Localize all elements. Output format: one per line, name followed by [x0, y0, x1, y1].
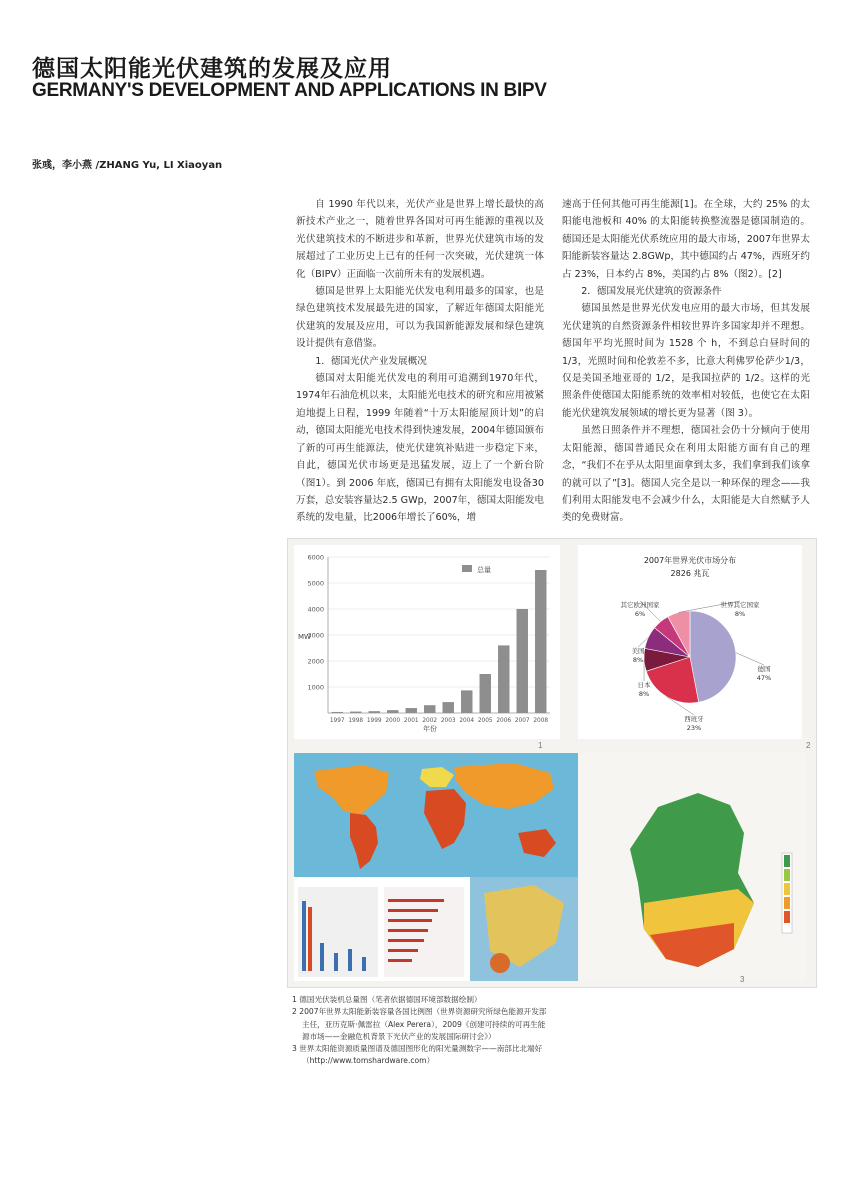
- section-heading: 1．德国光伏产业发展概况: [315, 355, 427, 367]
- pie-value: 8%: [734, 610, 746, 618]
- globe-icon: [490, 953, 510, 973]
- mini-bar: [320, 943, 324, 971]
- x-tick-label: 2000: [385, 718, 401, 724]
- caption-text: 世界太阳能资源质量图谱及德国图形化的阳光量测数字——南部比北端好（http://www.tomshardware.com）: [299, 1044, 543, 1066]
- x-tick-label: 2004: [459, 718, 475, 724]
- bar: [480, 674, 491, 713]
- x-tick-label: 1999: [366, 718, 382, 724]
- pie-label: 德国: [757, 665, 771, 673]
- bar: [424, 705, 435, 713]
- body-column-left: [296, 196, 544, 527]
- y-tick-label: 4000: [307, 605, 324, 614]
- caption-number: 2: [292, 1007, 297, 1017]
- x-tick-label: 1998: [348, 718, 364, 724]
- ranking-bar: [388, 899, 444, 902]
- x-tick-label: 2008: [533, 718, 549, 724]
- paragraph: 德国虽然是世界光伏发电应用的最大市场，但其发展光伏建筑的自然资源条件相较世界许多国家却并不理想。德国年平均光照时间为 1528 个 h，不到总白昼时间的1/3，光照时间和伦敦差不多，比意大利佛罗伦萨少1/3，仅是美国圣地亚哥的 1/2，是我国拉萨的 1/2。这样的光照条件使德国太阳能系统的效率相对较低，也使它在太阳能光伏建筑发展领域的增长更为显著（图 3）。: [562, 303, 810, 419]
- bar: [369, 711, 380, 713]
- x-tick-label: 2006: [496, 718, 512, 724]
- figure-captions: [292, 994, 552, 1068]
- mini-bar: [302, 901, 306, 971]
- legend-swatch: [784, 883, 790, 895]
- bar: [461, 690, 472, 713]
- x-tick-label: 2001: [403, 718, 419, 724]
- figure-2-panel: [578, 545, 802, 739]
- figure-number: 1: [538, 741, 543, 750]
- caption-text: 2007年世界太阳能新装容量各国比例图（世界资源研究所绿色能源开发部主任，亚历克斯·佩雷拉（Alex Perera），2009《创建可持续的可再生能源市场——金融危机背景下光伏产业的发展国际研讨会》）: [299, 1007, 547, 1041]
- pie-title: 2007年世界光伏市场分布: [643, 556, 737, 565]
- ranking-bar: [388, 929, 428, 932]
- caption-3: [292, 1043, 552, 1068]
- paragraph: 德国对太阳能光伏发电的利用可追溯到1970年代，1974年石油危机以来，太阳能光电技术的研究和应用被紧迫地提上日程，1999 年随着“十万太阳能屋顶计划”的启动，德国太阳能光电技术得到快速发展，2004年德国颁布了新的可再生能源法，使光伏建筑补贴进一步稳定下来，自此，德国光伏市场更是迅猛发展，迈上了一个新台阶（图1）。到 2006 年底，德国已有拥有太阳能发电设备30万套，总安装容量达2.5 GWp，2007年，德国太阳能发电系统的发电量，比2006年增长了60%，增: [296, 373, 545, 524]
- legend-swatch: [784, 897, 790, 909]
- pie-subtitle: 2826 兆瓦: [670, 569, 710, 578]
- bar: [332, 712, 343, 713]
- y-axis-label: MW: [298, 633, 311, 641]
- y-tick-label: 6000: [307, 553, 324, 562]
- caption-text: 德国光伏装机总量图（笔者依据德国环境部数据绘制）: [299, 995, 482, 1004]
- mini-bar: [362, 957, 366, 971]
- caption-number: 1: [292, 995, 297, 1004]
- figure-1-panel: [294, 545, 560, 739]
- ranking-bar: [388, 959, 412, 962]
- pie-value: 47%: [756, 674, 772, 682]
- ranking-bar: [388, 909, 438, 912]
- pie-chart: [578, 545, 802, 739]
- title-chinese: 德国太阳能光伏建筑的发展及应用: [32, 56, 392, 82]
- bar: [498, 645, 509, 713]
- bar: [350, 712, 361, 713]
- pie-label: 日本: [637, 681, 651, 689]
- ranking-bar: [388, 949, 418, 952]
- x-tick-label: 2003: [440, 718, 456, 724]
- pie-slice: [690, 611, 736, 702]
- caption-number: 3: [292, 1044, 297, 1054]
- x-tick-label: 2002: [422, 718, 438, 724]
- paragraph: 德国是世界上太阳能光伏发电利用最多的国家，也是绿色建筑技术发展最先进的国家，了解近年德国太阳能光伏建筑的发展及应用，可以为我国新能源发展和绿色建筑设计提供有意借鉴。: [296, 286, 544, 350]
- bar: [443, 702, 454, 713]
- caption-1: [292, 994, 552, 1006]
- paragraph: 虽然日照条件并不理想，德国社会仍十分倾向于使用太阳能源，德国普通民众在利用太阳能方面有自己的理念，“我们不在乎从太阳里面拿到太多，我们拿到我们该拿的就可以了”[3]。德国人完全是以一种环保的理念——我们利用太阳能发电不会减少什么，太阳能是大自然赋予人类的免费财富。: [562, 425, 810, 524]
- authors: 张彧，李小燕 /ZHANG Yu, LI Xiaoyan: [32, 160, 223, 171]
- bar-chart: [294, 545, 560, 739]
- mini-bar: [308, 907, 312, 971]
- mini-bar: [334, 953, 338, 971]
- legend-swatch: [462, 565, 472, 572]
- x-tick-label: 1997: [329, 718, 345, 724]
- title-english: GERMANY'S DEVELOPMENT AND APPLICATIONS IN BIPV: [32, 80, 547, 101]
- y-tick-label: 3000: [307, 631, 324, 640]
- pie-value: 23%: [686, 724, 702, 732]
- section-heading: 2．德国发展光伏建筑的资源条件: [581, 286, 722, 298]
- mini-bar: [348, 949, 352, 971]
- bar: [406, 708, 417, 713]
- legend-label: 总量: [477, 566, 491, 574]
- body-column-right: [562, 196, 810, 527]
- bar: [517, 609, 528, 713]
- bar: [387, 710, 398, 713]
- figure-area: [287, 538, 817, 988]
- pie-label: 美国: [631, 647, 645, 655]
- x-tick-label: 2005: [477, 718, 493, 724]
- y-tick-label: 5000: [307, 579, 324, 588]
- paragraph: 速高于任何其他可再生能源[1]。在全球，大约 25% 的太阳能电池板和 40% 的太阳能转换整流器是德国制造的。德国还是太阳能光伏系统应用的最大市场，2007年世界太阳能新装容量达 2.8GWp，其中德国约占 47%，西班牙约占 23%，日本约占 8%，美国约占 8%（图2）。[2]: [562, 199, 810, 280]
- paragraph: 自 1990 年代以来，光伏产业是世界上增长最快的高新技术产业之一，随着世界各国对可再生能源的重视以及光伏建筑技术的不断进步和革新，世界光伏建筑市场的发展超过了工业历史上已有的任何一次突破，光伏建筑一体化（BIPV）正面临一次前所未有的发展机遇。: [296, 199, 544, 280]
- solar-resource-maps: [294, 753, 806, 981]
- figure-number: 2: [806, 741, 811, 750]
- bar: [535, 570, 546, 713]
- y-tick-label: 2000: [307, 657, 324, 666]
- pie-label: 西班牙: [684, 715, 704, 723]
- pie-value: 8%: [638, 690, 650, 698]
- y-tick-label: 1000: [307, 683, 324, 692]
- ranking-bar: [388, 919, 432, 922]
- x-tick-label: 2007: [514, 718, 530, 724]
- pie-value: 8%: [632, 656, 644, 664]
- pie-value: 6%: [634, 610, 646, 618]
- figure-3-panel: [294, 753, 806, 981]
- legend-swatch: [784, 855, 790, 867]
- figure-number: 3: [740, 975, 745, 984]
- leader-line: [736, 653, 764, 665]
- legend-swatch: [784, 911, 790, 923]
- ranking-bar: [388, 939, 424, 942]
- legend-swatch: [784, 869, 790, 881]
- x-axis-label: 年份: [423, 725, 437, 733]
- pie-label: 其它欧洲国家: [620, 601, 660, 609]
- caption-2: [292, 1006, 552, 1043]
- pie-label: 世界其它国家: [720, 601, 760, 609]
